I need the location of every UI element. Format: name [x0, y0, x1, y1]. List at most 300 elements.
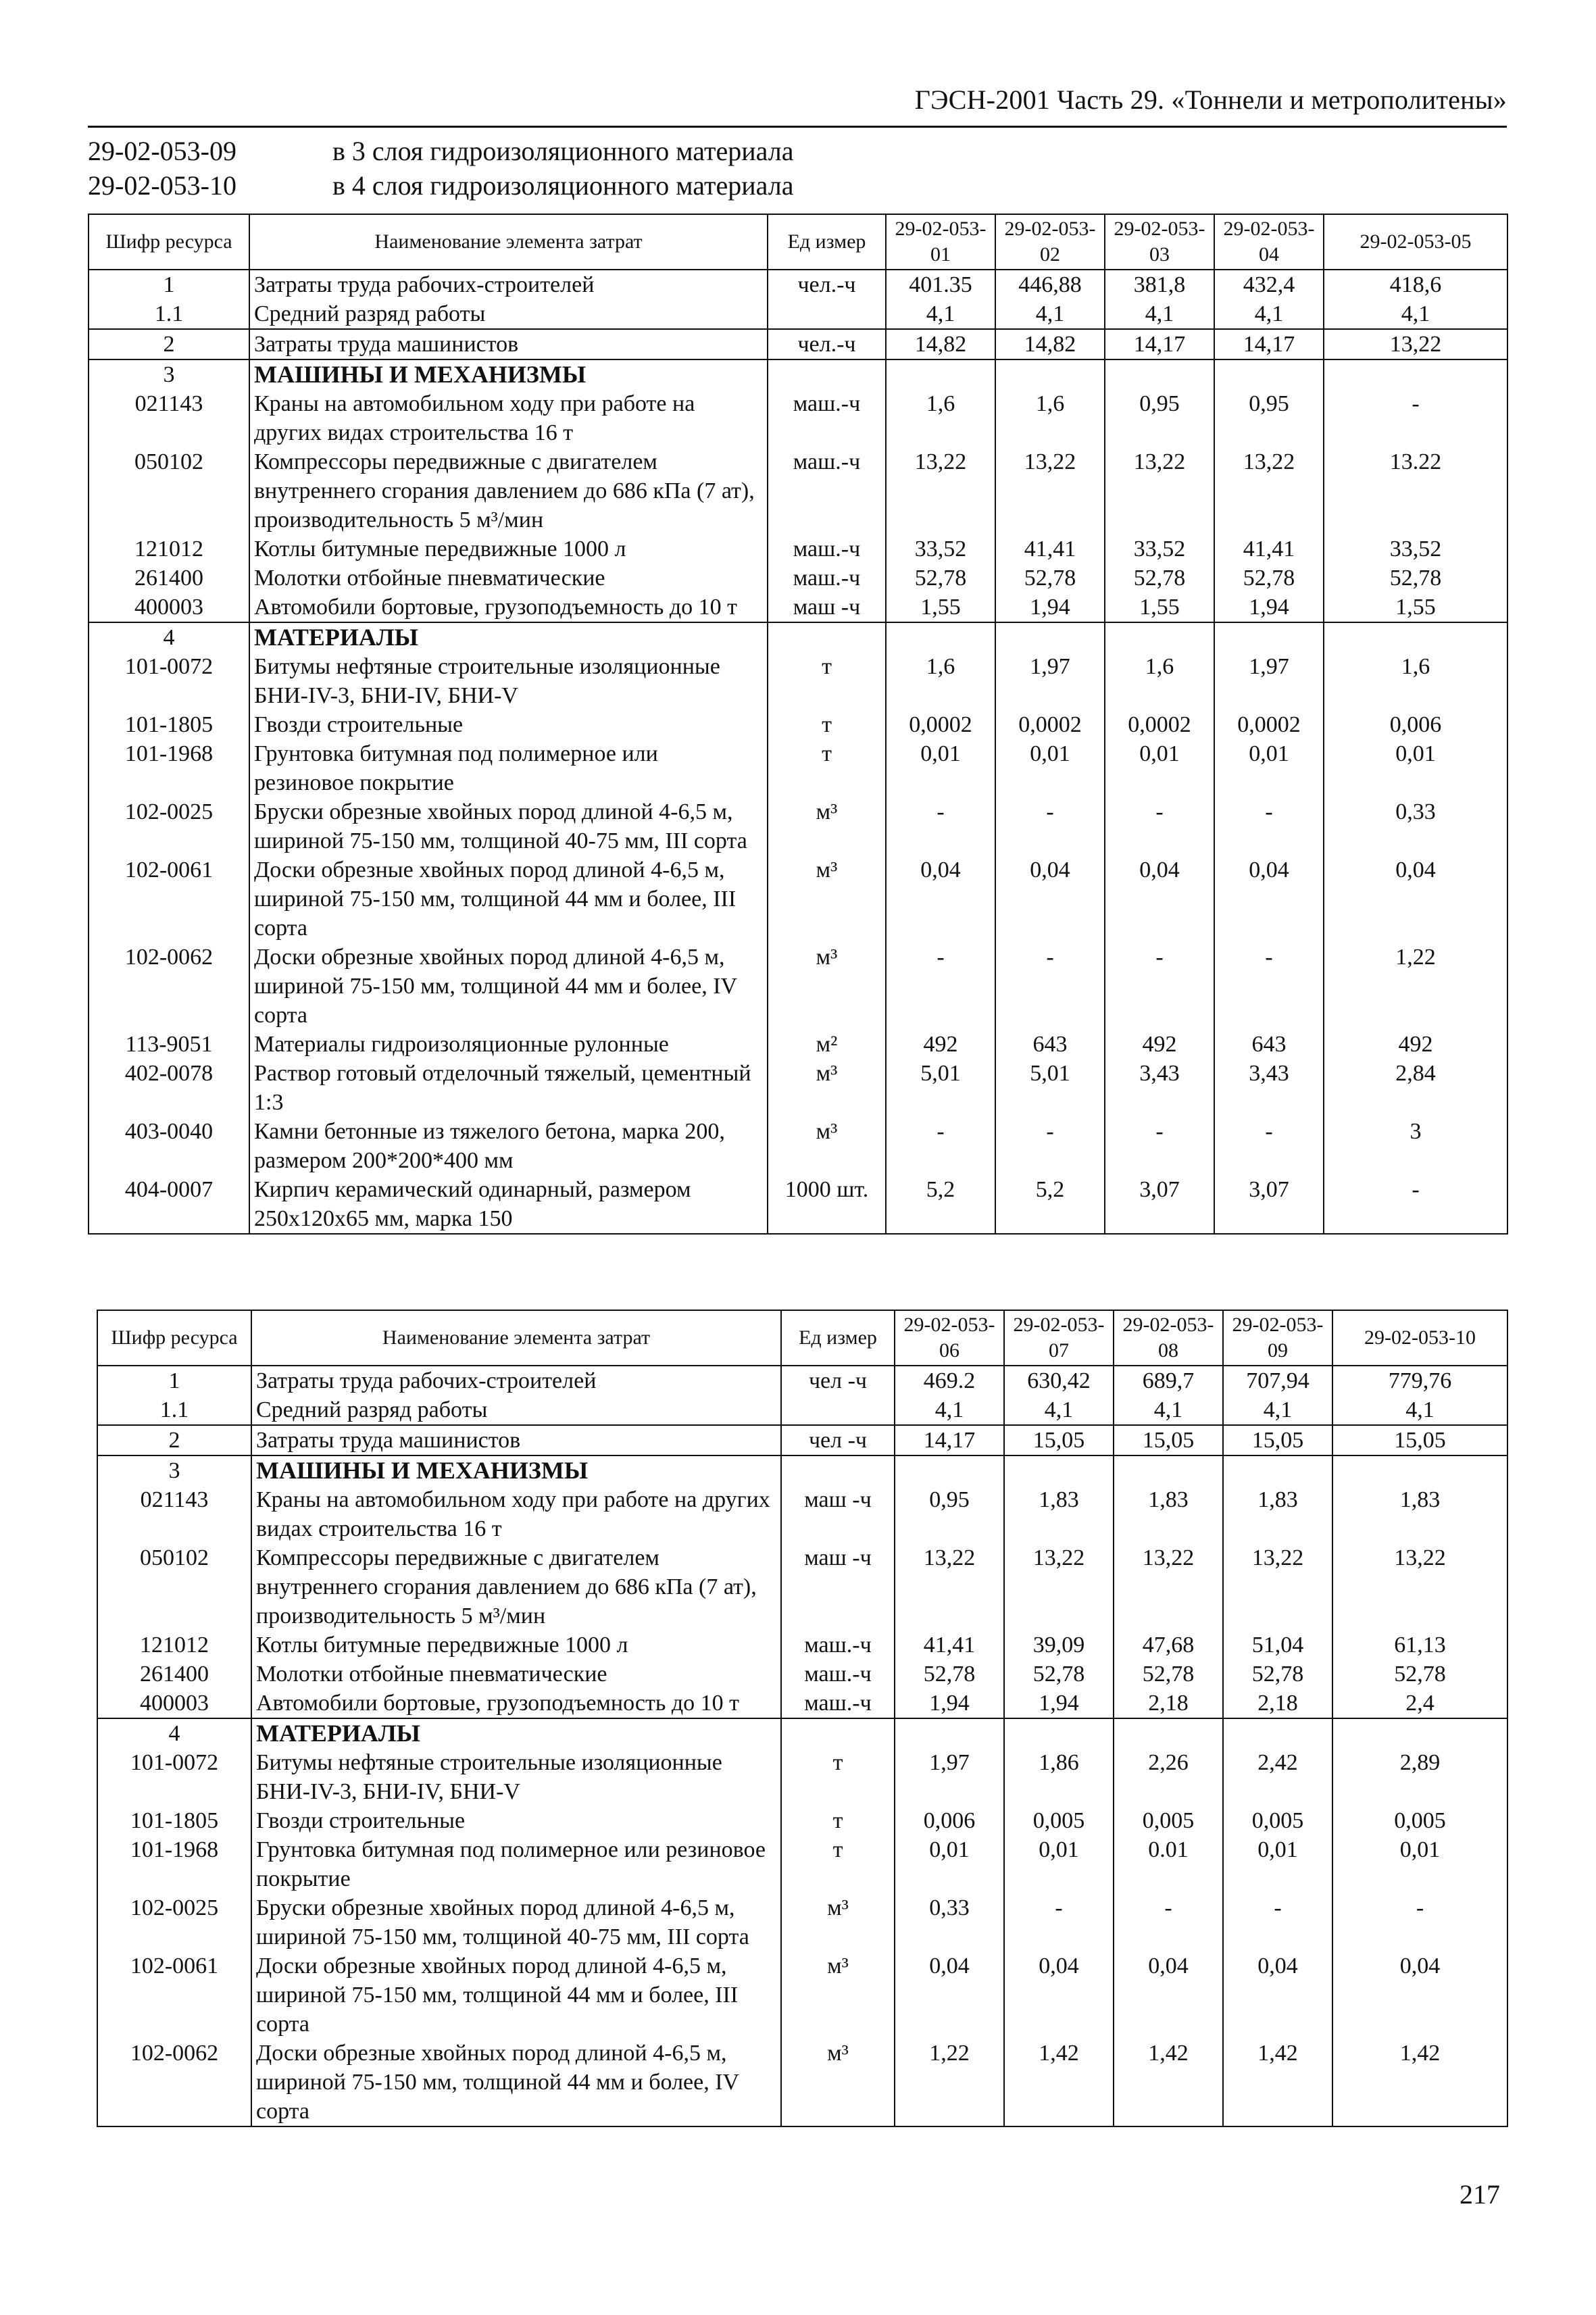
table-row: [97, 1660, 1507, 1689]
resource-value: 13.22: [1324, 447, 1507, 534]
resource-value: -: [1214, 1117, 1324, 1175]
resource-code: 102-0025: [97, 1893, 251, 1951]
resource-value: -: [1114, 1893, 1223, 1951]
resource-code: 2: [97, 1425, 251, 1455]
resource-value: 1,22: [895, 2039, 1004, 2126]
table-row: [89, 564, 1507, 593]
resource-value: 15,05: [1332, 1425, 1507, 1455]
resource-value: 14,17: [895, 1425, 1004, 1455]
resource-value: -: [1223, 1893, 1332, 1951]
resource-value: 0,01: [1324, 739, 1507, 797]
resource-value: 13,22: [1324, 329, 1507, 359]
resource-value: 1,83: [1332, 1485, 1507, 1543]
resource-value: 15,05: [1004, 1425, 1114, 1455]
resource-unit: т: [768, 739, 886, 797]
table-row: [89, 447, 1507, 534]
resource-unit: т: [781, 1835, 895, 1893]
resource-value: 52,78: [1324, 564, 1507, 593]
resource-value: 0,04: [995, 855, 1105, 943]
resource-value: -: [995, 943, 1105, 1030]
resource-code: 102-0061: [97, 1951, 251, 2039]
resource-code: 021143: [97, 1485, 251, 1543]
resource-value: 418,6: [1324, 270, 1507, 299]
resource-unit: маш.-ч: [781, 1660, 895, 1689]
resource-value: -: [1332, 1893, 1507, 1951]
resource-value: 1,83: [1004, 1485, 1114, 1543]
resource-value: 469.2: [895, 1366, 1004, 1395]
resource-value: 643: [995, 1030, 1105, 1059]
resource-value: 14,82: [995, 329, 1105, 359]
resource-value: 0,01: [1214, 739, 1324, 797]
resource-value: 14,82: [886, 329, 995, 359]
resource-value: [1105, 622, 1214, 652]
table-row: [97, 2039, 1507, 2126]
resource-value: 13,22: [1223, 1543, 1332, 1631]
header-norm-column: 29-02-053-05: [1324, 214, 1507, 270]
resource-value: 3,43: [1214, 1059, 1324, 1117]
resource-value: 1,97: [995, 652, 1105, 710]
resource-name: Гвозди строительные: [251, 1806, 781, 1835]
resource-value: -: [1105, 943, 1214, 1030]
resource-value: 3,43: [1105, 1059, 1214, 1117]
table-row: [97, 1689, 1507, 1718]
resource-value: 0,04: [895, 1951, 1004, 2039]
resource-code: 3: [89, 359, 249, 389]
resource-value: 52,78: [1223, 1660, 1332, 1689]
resource-value: 13,22: [1214, 447, 1324, 534]
resource-name: Доски обрезные хвойных пород длиной 4-6,5 м, шириной 75-150 мм, толщиной 44 мм и более, III сорта: [249, 855, 768, 943]
resource-value: 4,1: [1214, 299, 1324, 329]
resource-value: 0,01: [1223, 1835, 1332, 1893]
resource-value: 61,13: [1332, 1631, 1507, 1660]
resource-value: 4,1: [1105, 299, 1214, 329]
resource-value: 14,17: [1105, 329, 1214, 359]
resource-name: Грунтовка битумная под полимерное или резиновое покрытие: [251, 1835, 781, 1893]
table-row: [97, 1455, 1507, 1485]
resource-value: 0,005: [1004, 1806, 1114, 1835]
resource-unit: маш -ч: [781, 1543, 895, 1631]
resource-value: [995, 622, 1105, 652]
resource-value: 0,04: [1114, 1951, 1223, 2039]
resource-unit: маш.-ч: [768, 389, 886, 447]
table-row: [97, 1748, 1507, 1806]
table-row: [89, 1117, 1507, 1175]
resource-name: Затраты труда рабочих-строителей: [249, 270, 768, 299]
resource-value: 0,01: [1332, 1835, 1507, 1893]
table-row: [97, 1485, 1507, 1543]
resource-value: 1,55: [1324, 593, 1507, 622]
resource-value: 5,01: [995, 1059, 1105, 1117]
resource-value: 1,97: [895, 1748, 1004, 1806]
resource-name: Раствор готовый отделочный тяжелый, цементный 1:3: [249, 1059, 768, 1117]
resource-unit: т: [781, 1748, 895, 1806]
resource-value: 0,0002: [995, 710, 1105, 739]
resource-unit: т: [781, 1806, 895, 1835]
table-row: [97, 1893, 1507, 1951]
resource-value: 2,18: [1114, 1689, 1223, 1718]
resource-unit: м³: [781, 2039, 895, 2126]
resource-value: 630,42: [1004, 1366, 1114, 1395]
resource-name: Компрессоры передвижные с двигателем внутреннего сгорания давлением до 686 кПа (7 ат), производительность 5 м³/мин: [251, 1543, 781, 1631]
resource-unit: м³: [781, 1893, 895, 1951]
resource-value: 1,94: [1214, 593, 1324, 622]
resource-value: [886, 359, 995, 389]
table-row: [89, 710, 1507, 739]
resource-value: [1332, 1718, 1507, 1748]
resource-code: 400003: [97, 1689, 251, 1718]
resource-value: [1324, 622, 1507, 652]
resource-value: 0,04: [1214, 855, 1324, 943]
resource-name: Компрессоры передвижные с двигателем внутреннего сгорания давлением до 686 кПа (7 ат), производительность 5 м³/мин: [249, 447, 768, 534]
header-norm-column: 29-02-053-10: [1332, 1310, 1507, 1366]
resource-code: 102-0062: [97, 2039, 251, 2126]
resource-name: Материалы гидроизоляционные рулонные: [249, 1030, 768, 1059]
resource-unit: маш.-ч: [768, 534, 886, 564]
resource-value: 52,78: [995, 564, 1105, 593]
table-row: [97, 1631, 1507, 1660]
resource-value: [895, 1718, 1004, 1748]
resource-code: 050102: [89, 447, 249, 534]
resource-value: 2,18: [1223, 1689, 1332, 1718]
table-row: [97, 1835, 1507, 1893]
resource-value: 15,05: [1223, 1425, 1332, 1455]
resource-name: Краны на автомобильном ходу при работе на других видах строительства 16 т: [249, 389, 768, 447]
resource-value: 1,42: [1332, 2039, 1507, 2126]
resource-unit: [781, 1718, 895, 1748]
resource-value: 432,4: [1214, 270, 1324, 299]
resource-name: Бруски обрезные хвойных пород длиной 4-6,5 м, шириной 75-150 мм, толщиной 40-75 мм, III сорта: [251, 1893, 781, 1951]
resource-value: 13,22: [1332, 1543, 1507, 1631]
resource-code: 1: [97, 1366, 251, 1395]
resource-value: [1223, 1455, 1332, 1485]
resource-value: 52,78: [1004, 1660, 1114, 1689]
resource-unit: маш -ч: [781, 1485, 895, 1543]
resource-value: 689,7: [1114, 1366, 1223, 1395]
resource-value: 1,6: [1105, 652, 1214, 710]
norm-title: в 3 слоя гидроизоляционного материала: [332, 136, 794, 166]
resource-value: 0,005: [1114, 1806, 1223, 1835]
resource-value: 1,6: [886, 389, 995, 447]
header-norm-column: 29-02-053-04: [1214, 214, 1324, 270]
resource-name: Доски обрезные хвойных пород длиной 4-6,5 м, шириной 75-150 мм, толщиной 44 мм и более, IV сорта: [251, 2039, 781, 2126]
resource-value: 2,84: [1324, 1059, 1507, 1117]
resource-value: 3: [1324, 1117, 1507, 1175]
resource-value: 492: [1324, 1030, 1507, 1059]
resource-name: Кирпич керамический одинарный, размером 250х120х65 мм, марка 150: [249, 1175, 768, 1234]
resource-code: 3: [97, 1455, 251, 1485]
resource-value: [1114, 1718, 1223, 1748]
resource-value: 52,78: [1214, 564, 1324, 593]
resource-value: 52,78: [895, 1660, 1004, 1689]
resource-name: Битумы нефтяные строительные изоляционные БНИ-IV-3, БНИ-IV, БНИ-V: [249, 652, 768, 710]
table-row: [97, 1425, 1507, 1455]
resource-unit: [781, 1395, 895, 1425]
resource-value: 13,22: [1004, 1543, 1114, 1631]
resource-unit: м³: [768, 797, 886, 855]
resource-code: 403-0040: [89, 1117, 249, 1175]
resource-value: 13,22: [886, 447, 995, 534]
resource-code: 101-1968: [97, 1835, 251, 1893]
resource-code: 021143: [89, 389, 249, 447]
resource-value: 4,1: [1324, 299, 1507, 329]
resource-value: 0,01: [995, 739, 1105, 797]
resource-value: 33,52: [1105, 534, 1214, 564]
resource-code: 101-1805: [89, 710, 249, 739]
resource-value: 779,76: [1332, 1366, 1507, 1395]
resource-value: -: [1004, 1893, 1114, 1951]
resource-value: 3,07: [1214, 1175, 1324, 1234]
resource-name: Затраты труда машинистов: [249, 329, 768, 359]
resource-name: Доски обрезные хвойных пород длиной 4-6,5 м, шириной 75-150 мм, толщиной 44 мм и более, III сорта: [251, 1951, 781, 2039]
resource-value: 52,78: [1332, 1660, 1507, 1689]
resource-unit: м²: [768, 1030, 886, 1059]
table-row: [89, 593, 1507, 622]
resource-value: 13,22: [895, 1543, 1004, 1631]
resource-value: 2,26: [1114, 1748, 1223, 1806]
resource-unit: м³: [768, 855, 886, 943]
resource-value: 41,41: [995, 534, 1105, 564]
resource-unit: [768, 359, 886, 389]
resource-value: 1,94: [995, 593, 1105, 622]
resource-code: 402-0078: [89, 1059, 249, 1117]
resource-code: 404-0007: [89, 1175, 249, 1234]
resource-value: [1004, 1718, 1114, 1748]
resource-name: Грунтовка битумная под полимерное или резиновое покрытие: [249, 739, 768, 797]
resource-value: 492: [1105, 1030, 1214, 1059]
resource-value: 0,005: [1332, 1806, 1507, 1835]
header-norm-column: 29-02-053-01: [886, 214, 995, 270]
resource-unit: маш.-ч: [768, 564, 886, 593]
resource-code: 101-0072: [89, 652, 249, 710]
resource-value: 13,22: [1105, 447, 1214, 534]
table-row: [89, 739, 1507, 797]
resource-unit: т: [768, 710, 886, 739]
resource-value: 0,95: [1105, 389, 1214, 447]
resource-value: 0,04: [1004, 1951, 1114, 2039]
resource-name: Затраты труда рабочих-строителей: [251, 1366, 781, 1395]
resource-unit: 1000 шт.: [768, 1175, 886, 1234]
resource-unit: [781, 1455, 895, 1485]
header-unit: Ед измер: [768, 214, 886, 270]
resource-value: 0,01: [886, 739, 995, 797]
resource-code: 101-1805: [97, 1806, 251, 1835]
resource-table-2: [97, 1310, 1508, 2127]
resource-value: 0,04: [1223, 1951, 1332, 2039]
resource-value: 2,4: [1332, 1689, 1507, 1718]
running-header: ГЭСН-2001 Часть 29. «Тоннели и метрополитены»: [914, 84, 1507, 115]
resource-code: 050102: [97, 1543, 251, 1631]
resource-value: 0,005: [1223, 1806, 1332, 1835]
resource-name: Молотки отбойные пневматические: [249, 564, 768, 593]
resource-value: -: [1324, 389, 1507, 447]
resource-code: 121012: [89, 534, 249, 564]
resource-value: 1,94: [1004, 1689, 1114, 1718]
resource-value: 707,94: [1223, 1366, 1332, 1395]
resource-value: -: [886, 797, 995, 855]
resource-code: 1: [89, 270, 249, 299]
resource-value: 0,95: [1214, 389, 1324, 447]
resource-value: 0,0002: [886, 710, 995, 739]
resource-value: 2,89: [1332, 1748, 1507, 1806]
resource-value: 14,17: [1214, 329, 1324, 359]
table-row: [89, 359, 1507, 389]
resource-value: 52,78: [1114, 1660, 1223, 1689]
table-row: [89, 622, 1507, 652]
table-row: [97, 1395, 1507, 1425]
norm-code: 29-02-053-10: [88, 170, 236, 201]
resource-unit: маш.-ч: [781, 1689, 895, 1718]
table-row: [89, 797, 1507, 855]
resource-value: 0,0002: [1214, 710, 1324, 739]
resource-code: 121012: [97, 1631, 251, 1660]
resource-value: 1,42: [1223, 2039, 1332, 2126]
table-row: [89, 270, 1507, 299]
resource-value: 1,6: [886, 652, 995, 710]
resource-value: 0,006: [1324, 710, 1507, 739]
resource-name: Котлы битумные передвижные 1000 л: [249, 534, 768, 564]
header-code: Шифр ресурса: [89, 214, 249, 270]
resource-value: 0,01: [895, 1835, 1004, 1893]
resource-code: 4: [89, 622, 249, 652]
resource-table-1: [88, 214, 1508, 1235]
resource-value: 4,1: [1114, 1395, 1223, 1425]
table-row: [89, 534, 1507, 564]
resource-value: [995, 359, 1105, 389]
resource-value: 51,04: [1223, 1631, 1332, 1660]
table-row: [89, 329, 1507, 359]
table-row: [89, 1030, 1507, 1059]
resource-value: 1,55: [1105, 593, 1214, 622]
resource-name: МАШИНЫ И МЕХАНИЗМЫ: [249, 359, 768, 389]
resource-value: 5,2: [886, 1175, 995, 1234]
table-row: [97, 1718, 1507, 1748]
table-header-row: [97, 1310, 1507, 1366]
resource-name: Гвозди строительные: [249, 710, 768, 739]
resource-value: 4,1: [886, 299, 995, 329]
table-row: [89, 943, 1507, 1030]
resource-value: -: [886, 943, 995, 1030]
header-norm-column: 29-02-053-06: [895, 1310, 1004, 1366]
resource-value: 0,04: [1105, 855, 1214, 943]
resource-value: 33,52: [886, 534, 995, 564]
resource-value: 4,1: [895, 1395, 1004, 1425]
header-norm-column: 29-02-053-03: [1105, 214, 1214, 270]
resource-unit: маш.-ч: [781, 1631, 895, 1660]
resource-value: 1,22: [1324, 943, 1507, 1030]
resource-value: 52,78: [886, 564, 995, 593]
header-norm-column: 29-02-053-07: [1004, 1310, 1114, 1366]
table-row: [89, 1175, 1507, 1234]
resource-value: 39,09: [1004, 1631, 1114, 1660]
resource-value: [1324, 359, 1507, 389]
resource-value: 0,33: [1324, 797, 1507, 855]
resource-code: 113-9051: [89, 1030, 249, 1059]
resource-value: 41,41: [895, 1631, 1004, 1660]
resource-value: -: [1214, 797, 1324, 855]
norm-code: 29-02-053-09: [88, 136, 236, 166]
resource-value: 4,1: [1223, 1395, 1332, 1425]
table-row: [89, 1059, 1507, 1117]
resource-value: 47,68: [1114, 1631, 1223, 1660]
resource-unit: чел.-ч: [768, 329, 886, 359]
table-row: [97, 1951, 1507, 2039]
resource-value: 52,78: [1105, 564, 1214, 593]
resource-value: 1,6: [995, 389, 1105, 447]
resource-value: 0,04: [886, 855, 995, 943]
resource-code: 102-0025: [89, 797, 249, 855]
resource-value: 0,006: [895, 1806, 1004, 1835]
resource-code: 261400: [97, 1660, 251, 1689]
table-row: [97, 1806, 1507, 1835]
header-rule: [88, 126, 1507, 128]
resource-value: 13,22: [995, 447, 1105, 534]
table-row: [89, 299, 1507, 329]
resource-value: 401.35: [886, 270, 995, 299]
resource-value: 0.01: [1114, 1835, 1223, 1893]
resource-name: Камни бетонные из тяжелого бетона, марка 200, размером 200*200*400 мм: [249, 1117, 768, 1175]
resource-value: 4,1: [995, 299, 1105, 329]
resource-value: -: [1105, 797, 1214, 855]
resource-value: 643: [1214, 1030, 1324, 1059]
resource-unit: [768, 299, 886, 329]
resource-value: 1,83: [1223, 1485, 1332, 1543]
resource-value: 41,41: [1214, 534, 1324, 564]
resource-value: 1,86: [1004, 1748, 1114, 1806]
resource-unit: м³: [781, 1951, 895, 2039]
resource-value: 1,97: [1214, 652, 1324, 710]
resource-value: -: [886, 1117, 995, 1175]
resource-value: [1004, 1455, 1114, 1485]
resource-value: 1,55: [886, 593, 995, 622]
resource-value: -: [1214, 943, 1324, 1030]
resource-name: МАШИНЫ И МЕХАНИЗМЫ: [251, 1455, 781, 1485]
resource-unit: чел -ч: [781, 1425, 895, 1455]
resource-name: Автомобили бортовые, грузоподъемность до 10 т: [251, 1689, 781, 1718]
resource-value: -: [995, 1117, 1105, 1175]
resource-value: 0,01: [1105, 739, 1214, 797]
resource-name: Затраты труда машинистов: [251, 1425, 781, 1455]
resource-value: 5,2: [995, 1175, 1105, 1234]
resource-value: 3,07: [1105, 1175, 1214, 1234]
page-number: 217: [1460, 2179, 1500, 2210]
resource-name: Средний разряд работы: [249, 299, 768, 329]
norm-title: в 4 слоя гидроизоляционного материала: [332, 170, 794, 201]
resource-value: 446,88: [995, 270, 1105, 299]
resource-value: 1,42: [1004, 2039, 1114, 2126]
resource-code: 261400: [89, 564, 249, 593]
resource-value: 2,42: [1223, 1748, 1332, 1806]
resource-name: Котлы битумные передвижные 1000 л: [251, 1631, 781, 1660]
resource-code: 2: [89, 329, 249, 359]
resource-value: 5,01: [886, 1059, 995, 1117]
resource-value: 0,04: [1332, 1951, 1507, 2039]
header-unit: Ед измер: [781, 1310, 895, 1366]
resource-name: Битумы нефтяные строительные изоляционные БНИ-IV-3, БНИ-IV, БНИ-V: [251, 1748, 781, 1806]
resource-name: Бруски обрезные хвойных пород длиной 4-6,5 м, шириной 75-150 мм, толщиной 40-75 мм, III сорта: [249, 797, 768, 855]
header-name: Наименование элемента затрат: [249, 214, 768, 270]
resource-value: 492: [886, 1030, 995, 1059]
resource-value: 0,33: [895, 1893, 1004, 1951]
resource-value: -: [1324, 1175, 1507, 1234]
resource-value: [1114, 1455, 1223, 1485]
resource-unit: м³: [768, 1059, 886, 1117]
resource-code: 4: [97, 1718, 251, 1748]
resource-value: [1332, 1455, 1507, 1485]
resource-code: 102-0061: [89, 855, 249, 943]
resource-code: 101-1968: [89, 739, 249, 797]
resource-value: 13,22: [1114, 1543, 1223, 1631]
norm-code-row: [88, 134, 793, 168]
